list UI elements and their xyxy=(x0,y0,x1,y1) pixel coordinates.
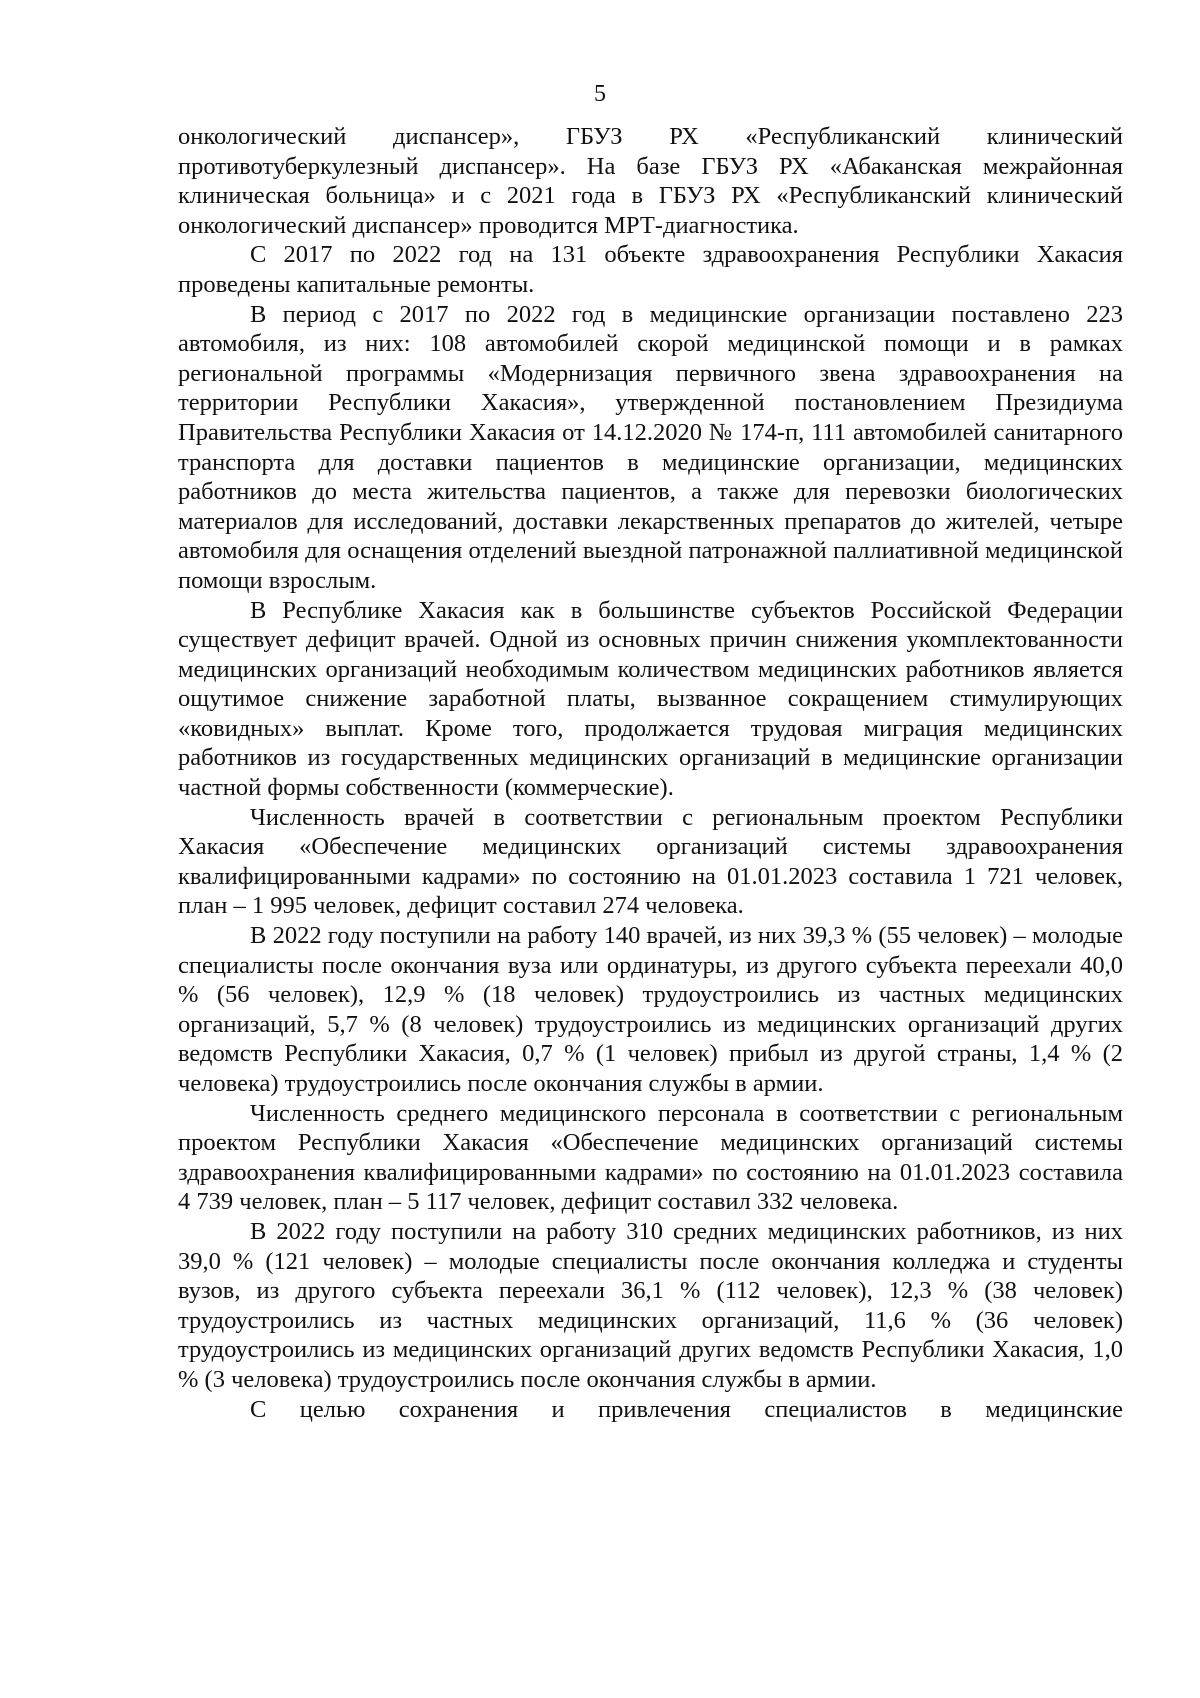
document-body xyxy=(178,122,1123,1424)
paragraph-8: В 2022 году поступили на работу 310 средних медицинских работников, из них 39,0 % (121 человек) – молодые специалисты после окончания колледжа и студенты вузов, из другого субъекта переехали 36,1 % (112 человек), 12,3 % (38 человек) трудоустроились из частных медицинских организаций, 11,6 % (36 человек) трудоустроились из медицинских организаций других ведомств Республики Хакасия, 1,0 % (3 человека) трудоустроились после окончания службы в армии. xyxy=(178,1217,1123,1393)
paragraph-5: Численность врачей в соответствии с региональным проектом Республики Хакасия «Обеспечение медицинских организаций системы здравоохранения квалифицированными кадрами» по состоянию на 01.01.2023 составила 1 721 человек, план – 1 995 человек, дефицит составил 274 человека. xyxy=(178,803,1123,920)
paragraph-3: В период с 2017 по 2022 год в медицинские организации поставлено 223 автомобиля, из них: 108 автомобилей скорой медицинской помощи и в рамках региональной программы «Модернизация первичного звена здравоохранения на территории Республики Хакасия», утвержденной постановлением Президиума Правительства Республики Хакасия от 14.12.2020 № 174-п, 111 автомобилей санитарного транспорта для доставки пациентов в медицинские организации, медицинских работников до места жительства пациентов, а также для перевозки биологических материалов для исследований, доставки лекарственных препаратов до жителей, четыре автомобиля для оснащения отделений выездной патронажной паллиативной медицинской помощи взрослым. xyxy=(178,300,1123,594)
paragraph-6: В 2022 году поступили на работу 140 врачей, из них 39,3 % (55 человек) – молодые специалисты после окончания вуза или ординатуры, из другого субъекта переехали 40,0 % (56 человек), 12,9 % (18 человек) трудоустроились из частных медицинских организаций, 5,7 % (8 человек) трудоустроились из медицинских организаций других ведомств Республики Хакасия, 0,7 % (1 человек) прибыл из другой страны, 1,4 % (2 человека) трудоустроились после окончания службы в армии. xyxy=(178,922,1123,1097)
page-number: 5 xyxy=(594,81,606,107)
paragraph-1: онкологический диспансер», ГБУЗ РХ «Республиканский клинический противотуберкулезный диспансер». На базе ГБУЗ РХ «Абаканская межрайонная клиническая больница» и с 2021 года в ГБУЗ РХ «Республиканский клинический онкологический диспансер» проводится МРТ-диагностика. xyxy=(178,123,1123,239)
paragraph-7: Численность среднего медицинского персонала в соответствии с региональным проектом Республики Хакасия «Обеспечение медицинских организаций системы здравоохранения квалифицированными кадрами» по состоянию на 01.01.2023 составила 4 739 человек, план – 5 117 человек, дефицит составил 332 человека. xyxy=(178,1099,1123,1216)
paragraph-4: В Республике Хакасия как в большинстве субъектов Российской Федерации существует дефицит врачей. Одной из основных причин снижения укомплектованности медицинских организаций необходимым количеством медицинских работников является ощутимое снижение заработной платы, вызванное сокращением стимулирующих «ковидных» выплат. Кроме того, продолжается трудовая миграция медицинских работников из государственных медицинских организаций в медицинские организации частной формы собственности (коммерческие). xyxy=(178,596,1123,802)
paragraph-9: С целью сохранения и привлечения специалистов в медицинские xyxy=(250,1395,1123,1423)
paragraph-2: С 2017 по 2022 год на 131 объекте здравоохранения Республики Хакасия проведены капитальные ремонты. xyxy=(178,241,1123,298)
